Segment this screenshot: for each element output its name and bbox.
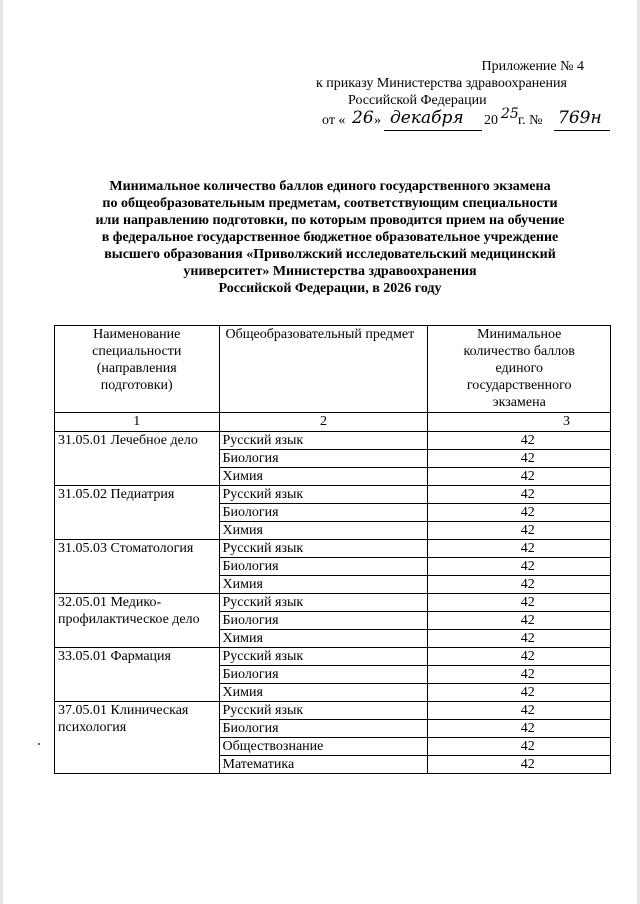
- title-line: университет» Министерства здравоохранения: [183, 264, 477, 279]
- handwritten-order-number: 769н: [558, 108, 602, 128]
- month-underline: [384, 130, 482, 131]
- title-line: высшего образования «Приволжский исследовательский медицинский: [104, 247, 556, 262]
- header-specialty: [55, 326, 220, 413]
- specialty-cell: [55, 702, 220, 774]
- score-cell: 42: [428, 630, 611, 648]
- header-text: (направления: [96, 361, 177, 376]
- table-header-row: [55, 326, 611, 413]
- subject-cell: Химия: [219, 684, 428, 702]
- scores-table: [54, 325, 611, 774]
- table-row: [55, 540, 611, 558]
- subject-cell: Обществознание: [219, 738, 428, 756]
- score-cell: 42: [428, 594, 611, 612]
- specialty-cell: [55, 594, 220, 648]
- header-text: количество баллов: [463, 344, 575, 359]
- document-title: [60, 178, 600, 297]
- header-text: государственного: [466, 378, 572, 393]
- title-line: по общеобразовательным предметам, соответствующим специальности: [102, 196, 558, 211]
- score-cell: 42: [428, 468, 611, 486]
- order-date-line: [322, 108, 622, 134]
- score-cell: 42: [428, 684, 611, 702]
- subject-cell: Химия: [219, 522, 428, 540]
- specialty-cell: 31.05.02 Педиатрия: [55, 486, 220, 540]
- header-subject: Общеобразовательный предмет: [219, 326, 428, 413]
- specialty-cell: 31.05.03 Стоматология: [55, 540, 220, 594]
- appendix-order-ref: к приказу Министерства здравоохранения: [316, 76, 567, 91]
- score-cell: 42: [428, 648, 611, 666]
- date-prefix: от «: [322, 113, 346, 128]
- score-cell: 42: [428, 702, 611, 720]
- table-row: [55, 432, 611, 450]
- column-number: 3: [428, 413, 611, 432]
- scan-speck: [38, 743, 40, 745]
- appendix-number: Приложение № 4: [481, 59, 584, 74]
- subject-cell: Биология: [219, 666, 428, 684]
- specialty-line: профилактическое дело: [58, 612, 200, 627]
- score-cell: 42: [428, 450, 611, 468]
- subject-cell: Биология: [219, 504, 428, 522]
- handwritten-day: 26: [352, 108, 374, 128]
- header-text: подготовки): [100, 378, 173, 393]
- header-text: экзамена: [492, 395, 546, 410]
- year-number-label: г. №: [518, 113, 543, 128]
- year-prefix: 20: [484, 113, 498, 128]
- date-close-quote: »: [374, 113, 381, 128]
- title-line: Российской Федерации, в 2026 году: [218, 281, 442, 296]
- table-row: [55, 702, 611, 720]
- header-text: специальности: [92, 344, 182, 359]
- header-text: Наименование: [93, 327, 181, 342]
- header-text: единого: [495, 361, 543, 376]
- subject-cell: Биология: [219, 720, 428, 738]
- score-cell: 42: [428, 720, 611, 738]
- handwritten-year: 25: [501, 106, 519, 122]
- title-line: Минимальное количество баллов единого государственного экзамена: [109, 179, 551, 194]
- score-cell: 42: [428, 432, 611, 450]
- scan-edge-left: [0, 0, 3, 904]
- score-cell: 42: [428, 522, 611, 540]
- specialty-cell: 31.05.01 Лечебное дело: [55, 432, 220, 486]
- score-cell: 42: [428, 486, 611, 504]
- table-row: [55, 594, 611, 612]
- specialty-line: 32.05.01 Медико-: [58, 595, 162, 610]
- subject-cell: Биология: [219, 558, 428, 576]
- score-cell: 42: [428, 576, 611, 594]
- column-number-row: [55, 413, 611, 432]
- column-number: 2: [219, 413, 428, 432]
- header-min-score: [428, 326, 611, 413]
- appendix-federation: Российской Федерации: [348, 93, 487, 108]
- specialty-cell: 33.05.01 Фармация: [55, 648, 220, 702]
- subject-cell: Русский язык: [219, 594, 428, 612]
- appendix-block: [300, 58, 620, 109]
- subject-cell: Биология: [219, 450, 428, 468]
- number-underline: [554, 130, 610, 131]
- handwritten-month: декабря: [390, 108, 464, 128]
- column-number: 1: [55, 413, 220, 432]
- table-row: [55, 648, 611, 666]
- score-cell: 42: [428, 666, 611, 684]
- specialty-line: психология: [58, 720, 127, 735]
- score-cell: 42: [428, 558, 611, 576]
- subject-cell: Русский язык: [219, 432, 428, 450]
- subject-cell: Биология: [219, 612, 428, 630]
- subject-cell: Русский язык: [219, 540, 428, 558]
- subject-cell: Русский язык: [219, 702, 428, 720]
- specialty-line: 37.05.01 Клиническая: [58, 703, 189, 718]
- title-line: в федеральное государственное бюджетное образовательное учреждение: [101, 230, 559, 245]
- score-cell: 42: [428, 756, 611, 774]
- score-cell: 42: [428, 612, 611, 630]
- subject-cell: Русский язык: [219, 486, 428, 504]
- header-text: Минимальное: [477, 327, 562, 342]
- table-row: [55, 486, 611, 504]
- score-cell: 42: [428, 504, 611, 522]
- subject-cell: Химия: [219, 468, 428, 486]
- subject-cell: Химия: [219, 576, 428, 594]
- score-cell: 42: [428, 738, 611, 756]
- title-line: или направлению подготовки, по которым проводится прием на обучение: [95, 213, 565, 228]
- subject-cell: Русский язык: [219, 648, 428, 666]
- subject-cell: Химия: [219, 630, 428, 648]
- score-cell: 42: [428, 540, 611, 558]
- subject-cell: Математика: [219, 756, 428, 774]
